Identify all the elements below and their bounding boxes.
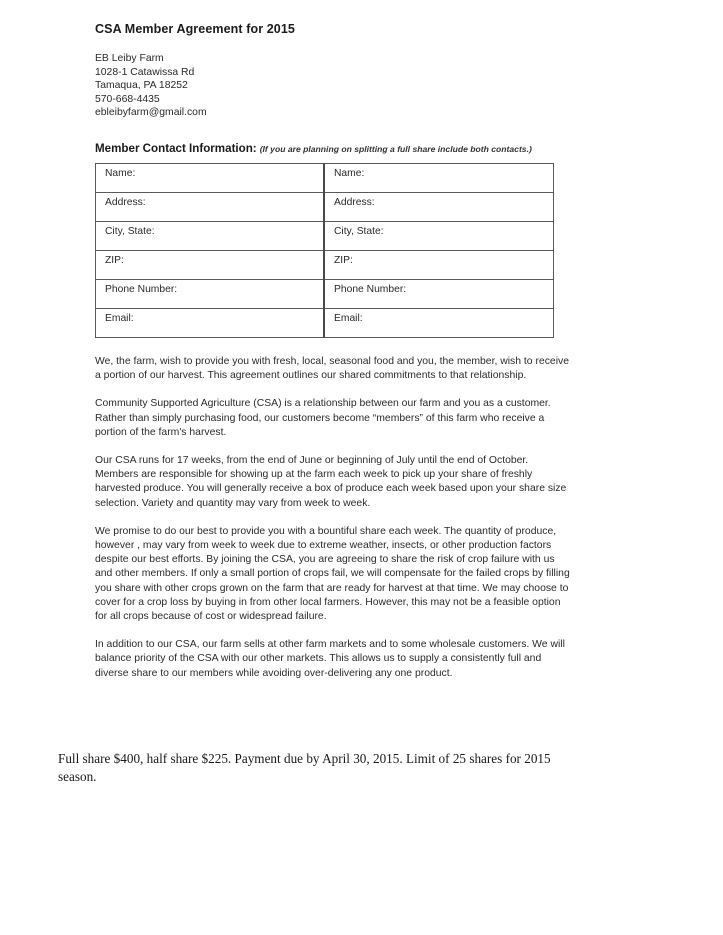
table-row [96, 308, 554, 337]
member-contact-table [95, 163, 554, 338]
page-title: CSA Member Agreement for 2015 [95, 22, 295, 36]
agreement-body [95, 355, 570, 681]
contact-label-city-2[interactable]: City, State: [324, 221, 554, 250]
farm-email: ebleibyfarm@gmail.com [95, 107, 207, 119]
agreement-paragraph-2: Community Supported Agriculture (CSA) is a relationship between our farm and you as a customer. Rather than simply purchasing food, our customers become “members” of this farm who receive a portion of the farm's harvest. [95, 398, 551, 438]
contact-label-phone-2[interactable]: Phone Number: [324, 279, 554, 308]
contact-label-email-2[interactable]: Email: [324, 308, 554, 337]
agreement-paragraph-1: We, the farm, wish to provide you with fresh, local, seasonal food and you, the member, wish to receive a portion of our harvest. This agreement outlines our shared commitments to that relationship. [95, 355, 569, 382]
table-row [96, 192, 554, 221]
table-row [96, 221, 554, 250]
agreement-paragraph-4: We promise to do our best to provide you with a bountiful share each week. The quantity of produce, however , may vary from week to week due to extreme weather, insects, or other production factors despite our best efforts. By joining the CSA, you are agreeing to share the risk of crop failure with us and other members. If only a small portion of crops fail, we will compensate for the failed crops by filling you share with other crops grown on the farm that are ready for harvest at that time. We may choose to cover for a crop loss by buying in from other local farmers. However, this may not be a feasible option for all crops because of cost or widespread failure. [95, 525, 570, 623]
table-row [96, 279, 554, 308]
contact-label-address-1[interactable]: Address: [96, 192, 325, 221]
contact-label-phone-1[interactable]: Phone Number: [96, 279, 325, 308]
farm-name: EB Leiby Farm [95, 53, 164, 64]
contact-label-zip-1[interactable]: ZIP: [96, 250, 325, 279]
farm-street: 1028-1 Catawissa Rd [95, 66, 195, 78]
contact-section-header [95, 138, 570, 158]
farm-city-state-zip: Tamaqua, PA 18252 [95, 80, 188, 92]
contact-label-email-1[interactable]: Email: [96, 308, 325, 337]
agreement-paragraph-5: In addition to our CSA, our farm sells at other farm markets and to some wholesale customers. We will balance priority of the CSA with our other markets. This allows us to supply a consistently full and diverse share to our members while avoiding over-delivering any one product. [95, 639, 565, 679]
contact-label-name-1[interactable]: Name: [96, 163, 325, 192]
scanned-document-body [95, 22, 570, 681]
pricing-note: Full share $400, half share $225. Payment due by April 30, 2015. Limit of 25 shares for 2015 season. [58, 751, 551, 784]
table-row [96, 250, 554, 279]
contact-section-note: (If you are planning on splitting a full share include both contacts.) [259, 143, 532, 154]
contact-label-city-1[interactable]: City, State: [96, 221, 325, 250]
contact-label-address-2[interactable]: Address: [324, 192, 554, 221]
farm-phone: 570-668-4435 [95, 93, 160, 105]
farm-address-block [95, 52, 570, 120]
contact-label-zip-2[interactable]: ZIP: [324, 250, 554, 279]
table-row [96, 163, 554, 192]
contact-section-heading: Member Contact Information: [95, 141, 257, 155]
agreement-paragraph-3: Our CSA runs for 17 weeks, from the end of June or beginning of July until the end of October. Members are responsible for showing up at the farm each week to pick up your share of freshly harvested produce. You will generally receive a box of produce each week based upon your share size selection. Variety and quantity may vary from week to week. [95, 454, 567, 509]
contact-label-name-2[interactable]: Name: [324, 163, 554, 192]
